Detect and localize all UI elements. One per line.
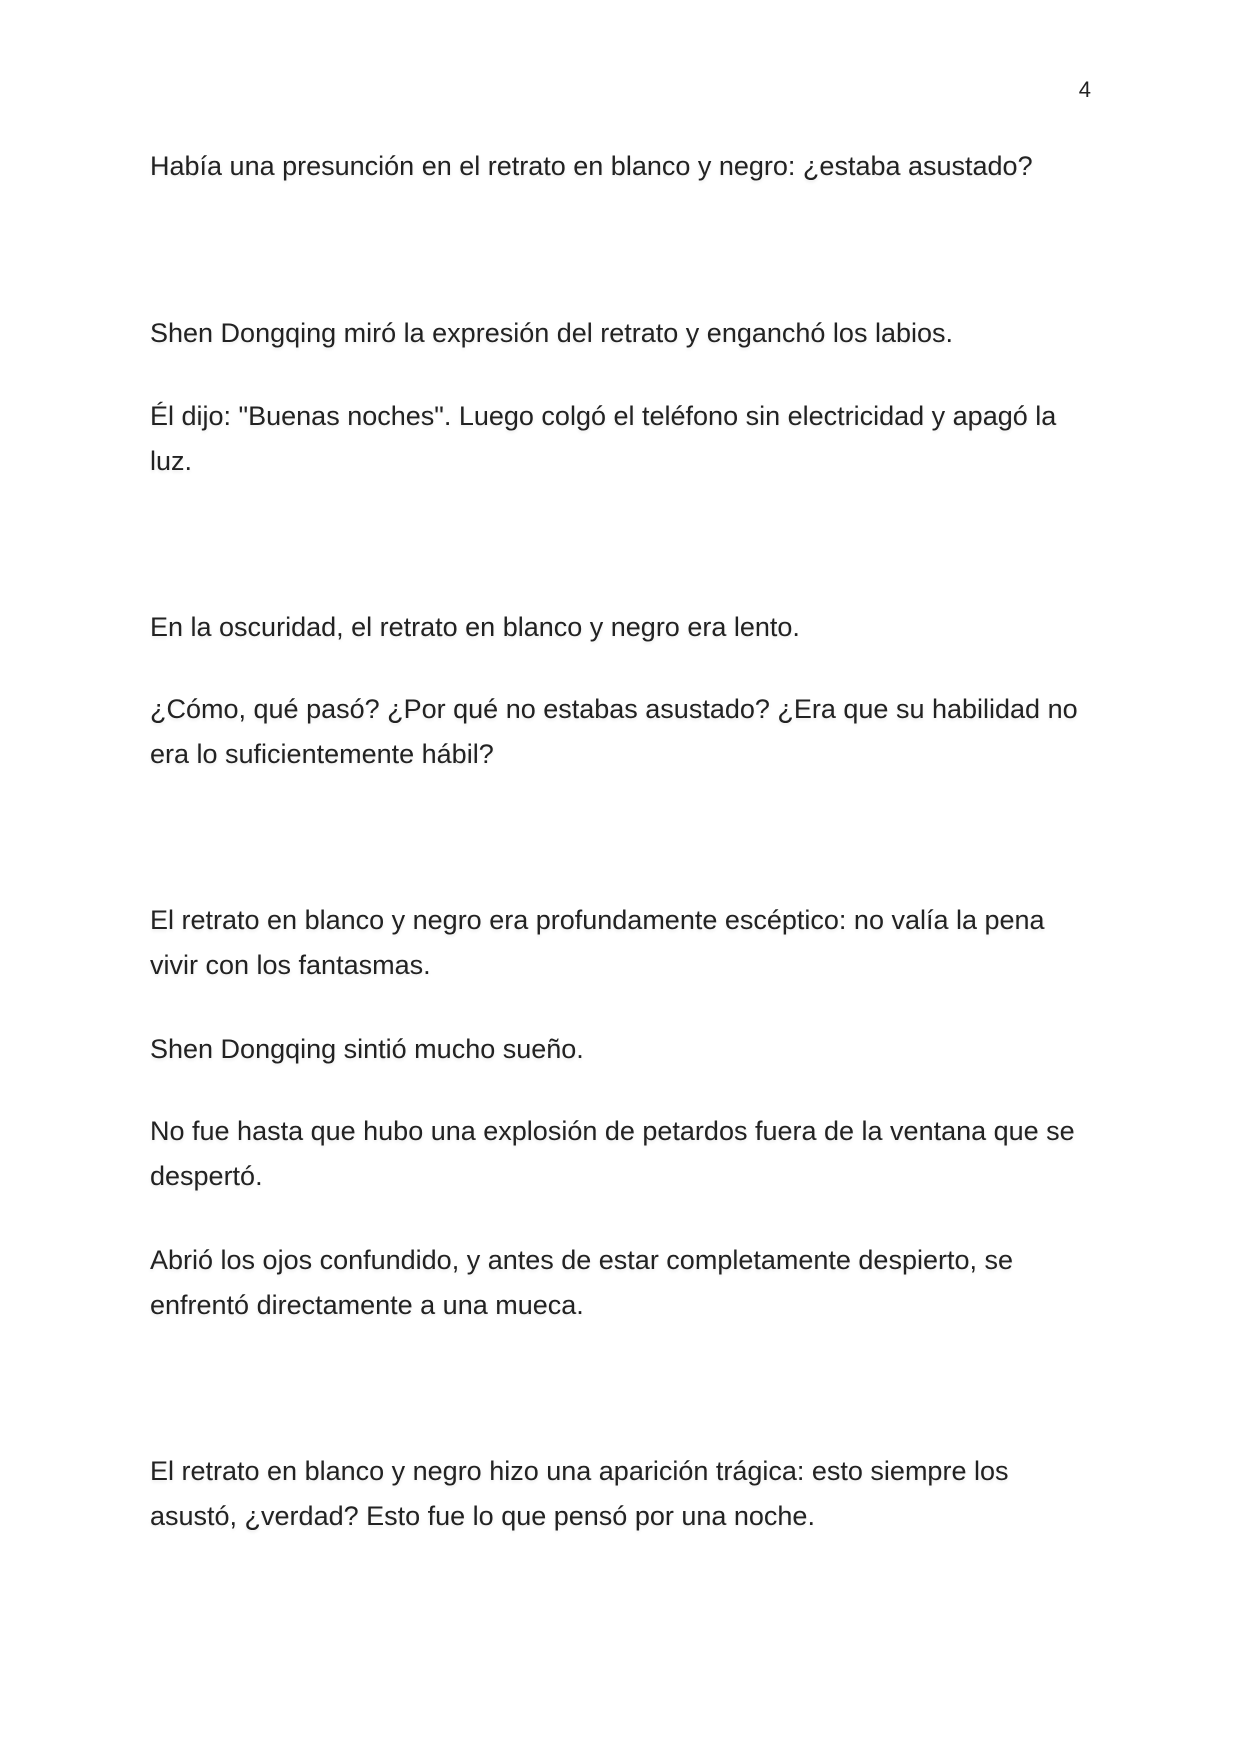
paragraph-1: Había una presunción en el retrato en blanco y negro: ¿estaba asustado? — [150, 151, 1033, 181]
paragraph-8: No fue hasta que hubo una explosión de petardos fuera de la ventana que se despertó. — [150, 1116, 1075, 1191]
paragraph-4: En la oscuridad, el retrato en blanco y negro era lento. — [150, 612, 800, 642]
paragraph-7: Shen Dongqing sintió mucho sueño. — [150, 1034, 584, 1064]
paragraph-9: Abrió los ojos confundido, y antes de estar completamente despierto, se enfrentó directamente a una mueca. — [150, 1245, 1013, 1320]
paragraph-6: El retrato en blanco y negro era profundamente escéptico: no valía la pena vivir con los fantasmas. — [150, 905, 1045, 980]
paragraph-5: ¿Cómo, qué pasó? ¿Por qué no estabas asustado? ¿Era que su habilidad no era lo suficientemente hábil? — [150, 694, 1078, 769]
page-number: 4 — [1078, 77, 1091, 102]
paragraph-10: El retrato en blanco y negro hizo una aparición trágica: esto siempre los asustó, ¿verdad? Esto fue lo que pensó por una noche. — [150, 1456, 1009, 1531]
paragraph-3: Él dijo: "Buenas noches". Luego colgó el teléfono sin electricidad y apagó la luz. — [150, 401, 1057, 476]
paragraph-2: Shen Dongqing miró la expresión del retrato y enganchó los labios. — [150, 318, 953, 348]
